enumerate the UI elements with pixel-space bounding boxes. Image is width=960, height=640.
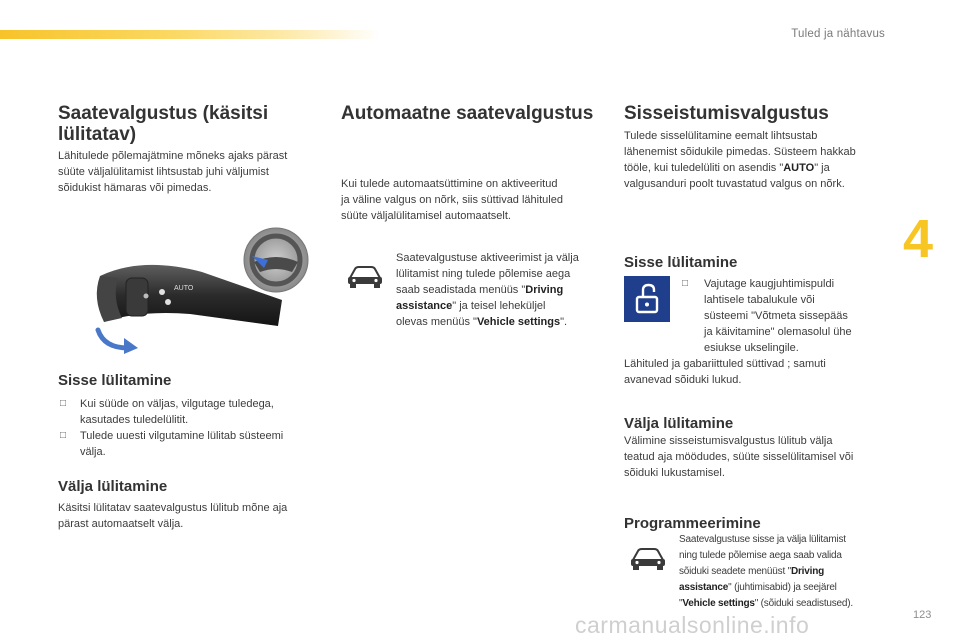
text-line: Tulede sisselülitamine eemalt lihtsustab <box>624 130 818 142</box>
text-line: avanevad sõiduki lukud. <box>624 374 742 386</box>
text-line <box>624 160 856 176</box>
manual-guide-title-line2: lülitatav) <box>58 124 137 145</box>
auto-guide-note <box>396 250 579 330</box>
text-line: sõiduki lukustamisel. <box>624 467 725 479</box>
text-line: Lähitulede põlemajätmine mõneks ajaks pärast <box>58 150 288 162</box>
text-line: Kui süüde on väljas, vilgutage tuledega, <box>80 398 274 410</box>
manual-on-title: Sisse lülitamine <box>58 372 172 389</box>
text-line: Lähituled ja gabariittuled süttivad ; samuti <box>624 358 826 370</box>
menu-name: assistance <box>396 300 453 312</box>
text-line: Saatevalgustuse sisse ja välja lülitamist <box>679 534 846 545</box>
text-line: esiukse ukselingile. <box>704 342 799 354</box>
bullet-icon: □ <box>60 398 67 409</box>
list-item <box>58 396 328 428</box>
text-line: süüte väljalülitamist lihtsustab juhi väljumist <box>58 166 269 178</box>
list-item <box>58 428 328 460</box>
text-line: kasutades tuledelülitit. <box>80 414 189 426</box>
top-accent-bar <box>0 30 380 39</box>
text-line: valgusanduri poolt tuvastatud valgus on nõrk. <box>624 178 845 190</box>
text-span: " ja <box>814 162 830 174</box>
bullet-icon: □ <box>682 278 689 289</box>
auto-guide-title: Automaatne saatevalgustus <box>341 103 594 124</box>
text-line: ning tulede põlemise aega saab valida <box>679 550 842 561</box>
welcome-off-title: Välja lülitamine <box>624 415 734 432</box>
text-line: Kui tulede automaatsüttimine on aktiveeritud <box>341 178 558 190</box>
page-number: 123 <box>913 609 932 621</box>
text-line: sõidukist hämaras või pimedas. <box>58 182 212 194</box>
text-span: " <box>679 598 683 609</box>
car-settings-icon <box>346 263 384 289</box>
watermark: carmanualsonline.info <box>575 612 810 638</box>
text-span: " ja teisel leheküljel <box>452 300 546 312</box>
text-span: olevas menüüs " <box>396 316 477 328</box>
menu-name: Vehicle settings <box>476 316 561 328</box>
text-line: ja väline valgus on nõrk, siis süttivad lähituled <box>341 194 563 206</box>
text-span: tööle, kui tuledelüliti on asendis " <box>624 162 784 174</box>
text-line: Käsitsi lülitatav saatevalgustus lülitub mõne aja <box>58 502 288 514</box>
mode-name: AUTO <box>783 162 815 174</box>
text-line <box>679 596 853 612</box>
text-line: teatud aja möödudes, süüte sisselülitamisel või <box>624 451 854 463</box>
text-line <box>396 298 579 314</box>
text-line: pärast automaatselt välja. <box>58 518 184 530</box>
text-line: süüte väljalülitamisel automaatselt. <box>341 210 511 222</box>
auto-guide-intro <box>341 176 563 224</box>
programming-note <box>679 532 853 612</box>
stalk-auto-label: AUTO <box>174 285 194 292</box>
welcome-on-after <box>624 356 826 388</box>
text-line: lähenemist sõidukile pimedas. Süsteem hakkab <box>624 146 856 158</box>
bullet-icon: □ <box>60 430 67 441</box>
menu-name: Driving <box>790 566 825 577</box>
car-settings-icon-2 <box>629 545 667 571</box>
text-line: välja. <box>80 446 106 458</box>
text-line <box>679 564 853 580</box>
manual-guide-title-line1: Saatevalgustus (käsitsi <box>58 103 269 124</box>
text-line <box>679 580 853 596</box>
manual-on-list <box>58 396 328 460</box>
text-span: sõiduki seadete menüüst " <box>679 566 791 577</box>
lighting-stalk-illustration <box>82 226 314 354</box>
manual-off-text <box>58 500 287 532</box>
welcome-off-text <box>624 433 853 481</box>
text-line <box>396 282 579 298</box>
text-line: Tulede uuesti vilgutamine lülitab süsteemi <box>80 430 284 442</box>
text-span: " (juhtimisabid) ja seejärel <box>728 582 837 593</box>
welcome-lighting-intro <box>624 128 856 192</box>
text-line: Vajutage kaugjuhtimispuldi <box>704 278 835 290</box>
text-span: " (sõiduki seadistused). <box>754 598 853 609</box>
menu-name: Vehicle settings <box>682 598 755 609</box>
text-line: süsteemi "Võtmeta sissepääs <box>704 310 848 322</box>
programming-title: Programmeerimine <box>624 515 761 532</box>
text-line: Saatevalgustuse aktiveerimist ja välja <box>396 252 579 264</box>
welcome-lighting-title: Sisseistumisvalgustus <box>624 103 829 124</box>
text-span: saab seadistada menüüs " <box>396 284 526 296</box>
unlock-remote-icon <box>624 276 670 322</box>
manual-guide-title <box>58 103 268 145</box>
manual-off-title: Välja lülitamine <box>58 478 168 495</box>
welcome-on-bullet <box>682 276 882 356</box>
menu-name: assistance <box>679 582 729 593</box>
text-line: lahtisele tabalukule või <box>704 294 815 306</box>
manual-guide-intro <box>58 148 287 196</box>
text-span: ". <box>560 316 568 328</box>
text-line: Välimine sisseistumisvalgustus lülitub välja <box>624 435 833 447</box>
text-line: lülitamist ning tulede põlemise aega <box>396 268 571 280</box>
section-header: Tuled ja nähtavus <box>791 28 885 40</box>
text-line: ja käivitamine" olemasolul ühe <box>704 326 852 338</box>
chapter-number: 4 <box>903 209 934 269</box>
text-line <box>396 314 579 330</box>
menu-name: Driving <box>525 284 564 296</box>
welcome-on-title: Sisse lülitamine <box>624 254 738 271</box>
